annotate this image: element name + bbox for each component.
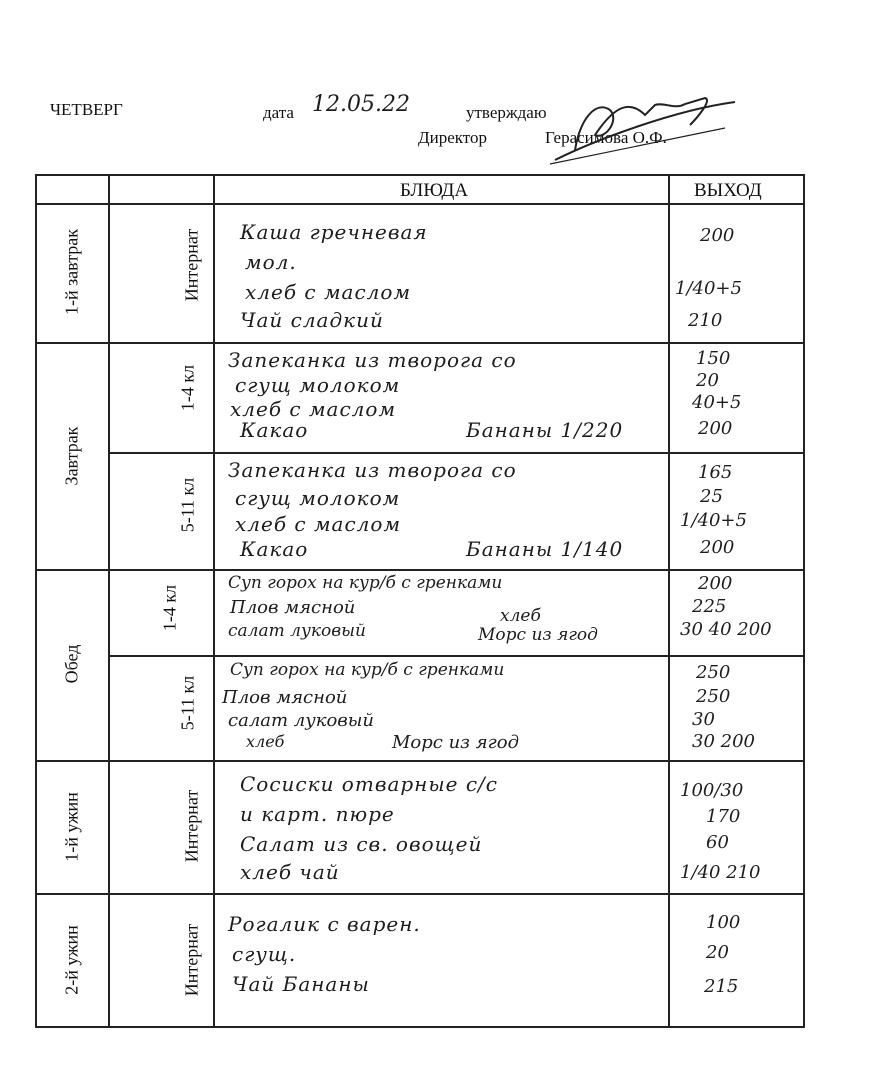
output-value: 215: [704, 976, 739, 997]
dish-item: хлеб с маслом: [230, 397, 397, 421]
output-value: 225: [692, 596, 727, 617]
dish-item: Чай Бананы: [232, 972, 370, 996]
output-value: 1/40+5: [675, 278, 742, 299]
group-label: 5-11 кл: [177, 477, 198, 533]
dish-item: Плов мясной: [222, 687, 348, 708]
output-value: 250: [696, 662, 731, 683]
dish-item: Запеканка из творога со: [228, 348, 517, 372]
group-label: 1-4 кл: [159, 584, 180, 632]
dish-item: хлеб с маслом: [235, 512, 402, 536]
date-value: 12.05.22: [312, 92, 410, 117]
day-of-week: ЧЕТВЕРГ: [50, 100, 123, 119]
group-label: Интернат: [181, 228, 202, 302]
output-value: 150: [696, 348, 731, 369]
meal-label: 1-й ужин: [61, 792, 82, 862]
meal-label: Завтрак: [61, 426, 82, 486]
output-value: 1/40 210: [680, 862, 761, 883]
output-value: 20: [706, 942, 729, 963]
dish-item: хлеб: [500, 606, 541, 626]
output-value: 200: [698, 418, 733, 439]
output-value: 25: [700, 486, 723, 507]
output-value: 30 40 200: [680, 619, 772, 640]
output-value: 200: [700, 537, 735, 558]
group-label: 5-11 кл: [177, 675, 198, 731]
dish-item: Суп горох на кур/б с гренками: [230, 660, 505, 680]
dish-item: Плов мясной: [230, 597, 356, 618]
dish-item: Салат из св. овощей: [240, 832, 483, 856]
dish-item: сгущ молоком: [235, 486, 401, 510]
dish-item: и карт. пюре: [240, 802, 395, 826]
output-value: 210: [688, 310, 723, 331]
meal-label: 2-й ужин: [61, 925, 82, 995]
output-value: 1/40+5: [680, 510, 747, 531]
output-value: 40+5: [692, 392, 742, 413]
group-label: Интернат: [181, 789, 202, 863]
dish-item: Бананы 1/140: [466, 537, 624, 561]
dish-item: Какао: [240, 418, 309, 442]
dish-item: мол.: [245, 250, 297, 274]
dish-item: Суп горох на кур/б с гренками: [228, 573, 503, 593]
dish-item: Рогалик с варен.: [228, 912, 421, 936]
output-value: 30 200: [692, 731, 755, 752]
meal-label: 1-й завтрак: [61, 228, 82, 316]
column-header-output: ВЫХОД: [694, 180, 762, 201]
group-label: 1-4 кл: [177, 364, 198, 412]
group-label: Интернат: [181, 923, 202, 997]
dish-item: хлеб чай: [240, 860, 340, 884]
director-label: Директор: [418, 128, 487, 147]
date-label: дата: [263, 103, 294, 122]
dish-item: салат луковый: [228, 710, 375, 731]
output-value: 200: [698, 573, 733, 594]
output-value: 100: [706, 912, 741, 933]
dish-item: Чай сладкий: [240, 308, 384, 332]
dish-item: Бананы 1/220: [466, 418, 624, 442]
director-signature: [535, 80, 745, 170]
output-value: 200: [700, 225, 735, 246]
dish-item: Морс из ягод: [478, 625, 598, 645]
dish-item: хлеб с маслом: [245, 280, 412, 304]
output-value: 60: [706, 832, 729, 853]
column-header-dishes: БЛЮДА: [400, 180, 469, 201]
output-value: 250: [696, 686, 731, 707]
meal-label: Обед: [61, 644, 82, 684]
dish-item: салат луковый: [228, 621, 366, 641]
dish-item: Запеканка из творога со: [228, 458, 517, 482]
dish-item: Какао: [240, 537, 309, 561]
director-name: Герасимова О.Ф.: [545, 128, 667, 147]
approve-label: утверждаю: [466, 103, 547, 122]
dish-item: сгущ молоком: [235, 373, 401, 397]
output-value: 100/30: [680, 780, 744, 801]
output-value: 170: [706, 806, 741, 827]
output-value: 165: [698, 462, 733, 483]
dish-item: хлеб: [246, 732, 285, 751]
output-value: 30: [692, 709, 715, 730]
dish-item: Морс из ягод: [392, 732, 519, 753]
dish-item: сгущ.: [232, 942, 297, 966]
output-value: 20: [696, 370, 719, 391]
dish-item: Каша гречневая: [240, 220, 428, 244]
dish-item: Сосиски отварные с/с: [240, 772, 498, 796]
